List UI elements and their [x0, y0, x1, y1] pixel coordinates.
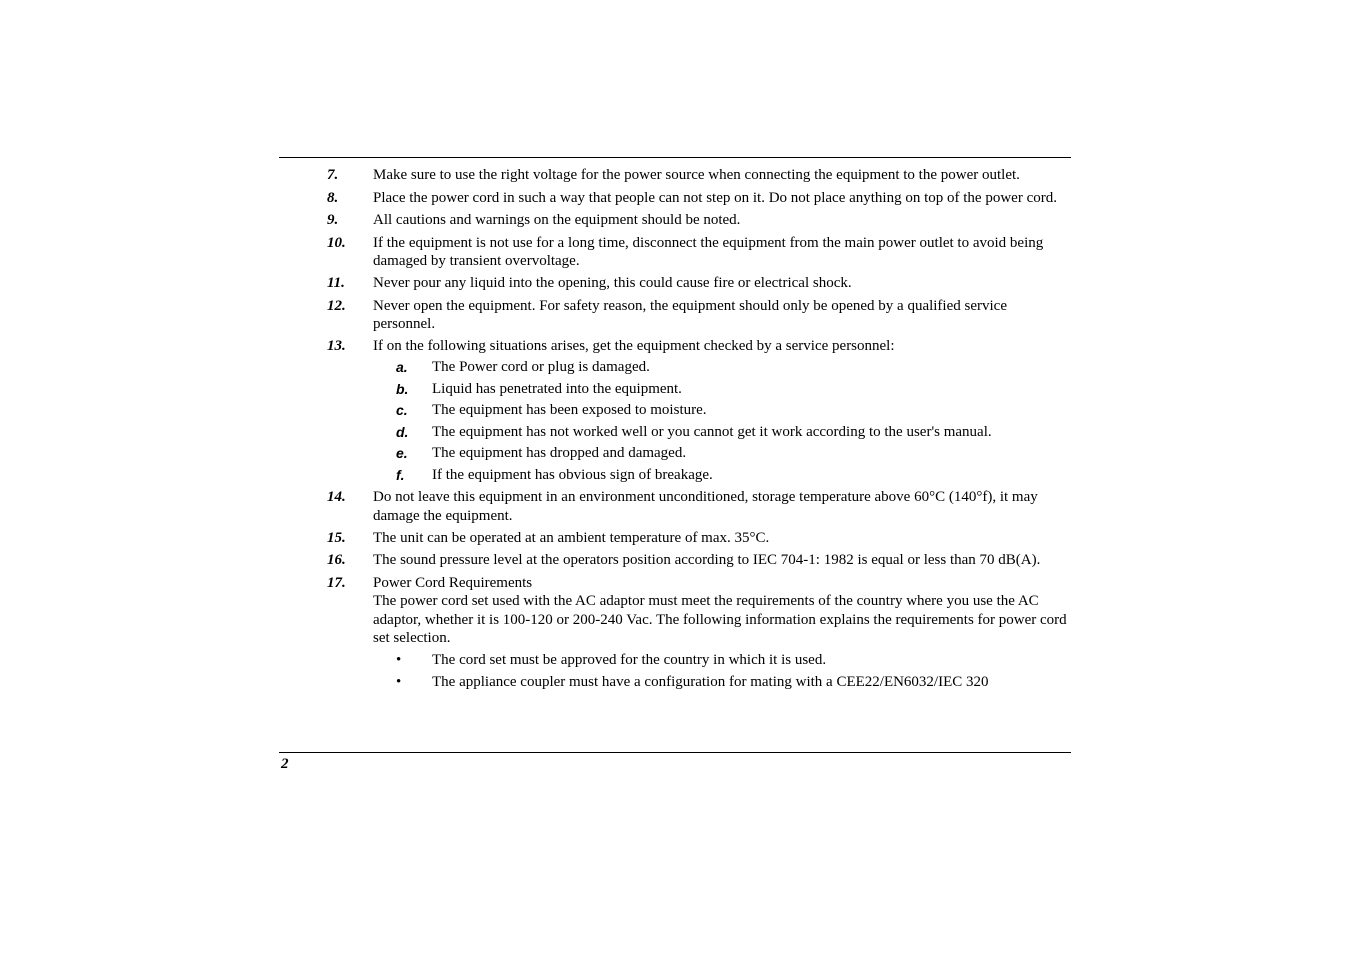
item-body	[373, 574, 1072, 692]
page-number: 2	[281, 756, 289, 772]
bullet-item	[373, 673, 1072, 692]
list-item-15	[327, 529, 1072, 548]
item-text: If on the following situations arises, get the equipment checked by a service personnel:	[373, 338, 895, 354]
list-item-8	[327, 189, 1072, 208]
sub-item-text: Liquid has penetrated into the equipment.	[432, 380, 682, 397]
item-number: 16.	[327, 552, 346, 568]
item-number: 11.	[327, 275, 345, 291]
sub-item-d	[373, 423, 1072, 442]
item-text: The sound pressure level at the operators position according to IEC 704-1: 1982 is equal or less than 70 dB(A).	[373, 552, 1041, 568]
sub-item-text: The equipment has been exposed to moisture.	[432, 402, 707, 418]
list-item-17	[327, 574, 1072, 692]
sub-item-text: If the equipment has obvious sign of breakage.	[432, 466, 713, 483]
sub-item-letter: e.	[396, 445, 408, 461]
item-text: Never pour any liquid into the opening, this could cause fire or electrical shock.	[373, 275, 852, 291]
list-item-13	[327, 337, 1072, 485]
item-text: The power cord set used with the AC adaptor must meet the requirements of the country where you use the AC adaptor, whether it is 100-120 or 200-240 Vac. The following information explains the requirements for power cord set selection.	[373, 593, 1067, 646]
sub-item-f	[373, 466, 1072, 485]
sub-item-letter: a.	[396, 359, 408, 375]
list-item-12	[327, 297, 1072, 334]
item-text: Do not leave this equipment in an environment unconditioned, storage temperature above 60°C (140°f), it may damage the equipment.	[373, 489, 1038, 524]
item-number: 8.	[327, 189, 339, 206]
sub-item-letter: d.	[396, 423, 409, 440]
bullet-text: The appliance coupler must have a configuration for mating with a CEE22/EN6032/IEC 320	[432, 673, 989, 690]
item-text: Never open the equipment. For safety reason, the equipment should only be opened by a qualified service personnel.	[373, 297, 1007, 332]
sub-item-c	[373, 401, 1072, 420]
bullet-symbol: •	[396, 673, 402, 690]
list-item-10	[327, 234, 1072, 271]
item-body	[373, 337, 1072, 485]
list-item-9	[327, 211, 1072, 230]
item-text: Make sure to use the right voltage for the power source when connecting the equipment to the power outlet.	[373, 167, 1020, 183]
item-text: The unit can be operated at an ambient temperature of max. 35°C.	[373, 529, 770, 546]
footer-rule	[279, 752, 1071, 753]
item-number: 9.	[327, 212, 339, 228]
header-rule	[279, 157, 1071, 158]
list-item-14	[327, 488, 1072, 525]
sub-item-text: The equipment has dropped and damaged.	[432, 445, 687, 461]
sub-item-text: The Power cord or plug is damaged.	[432, 359, 650, 375]
item-number: 14.	[327, 489, 346, 505]
sub-item-a	[373, 358, 1072, 377]
item-number: 7.	[327, 167, 339, 183]
item-title: Power Cord Requirements	[373, 574, 533, 591]
item-text: Place the power cord in such a way that people can not step on it. Do not place anything on top of the power cord.	[373, 189, 1057, 206]
sub-item-text: The equipment has not worked well or you cannot get it work according to the user's manual.	[432, 423, 992, 440]
item-number: 17.	[327, 574, 346, 591]
list-item-11	[327, 274, 1072, 293]
sub-item-e	[373, 444, 1072, 463]
bullet-symbol: •	[396, 651, 402, 668]
item-number: 13.	[327, 338, 346, 354]
list-item-16	[327, 551, 1072, 570]
item-number: 10.	[327, 234, 346, 251]
item-number: 12.	[327, 297, 346, 314]
bullet-text: The cord set must be approved for the country in which it is used.	[432, 651, 827, 668]
sub-item-b	[373, 380, 1072, 399]
item-number: 15.	[327, 529, 346, 546]
safety-instructions-list	[327, 166, 1072, 695]
sub-item-letter: b.	[396, 380, 409, 397]
sub-item-letter: c.	[396, 402, 408, 418]
list-item-7	[327, 166, 1072, 185]
bullet-item	[373, 651, 1072, 670]
sub-item-letter: f.	[396, 466, 405, 483]
item-text: All cautions and warnings on the equipment should be noted.	[373, 212, 741, 228]
item-text: If the equipment is not use for a long time, disconnect the equipment from the main power outlet to avoid being damaged by transient overvoltage.	[373, 234, 1044, 269]
